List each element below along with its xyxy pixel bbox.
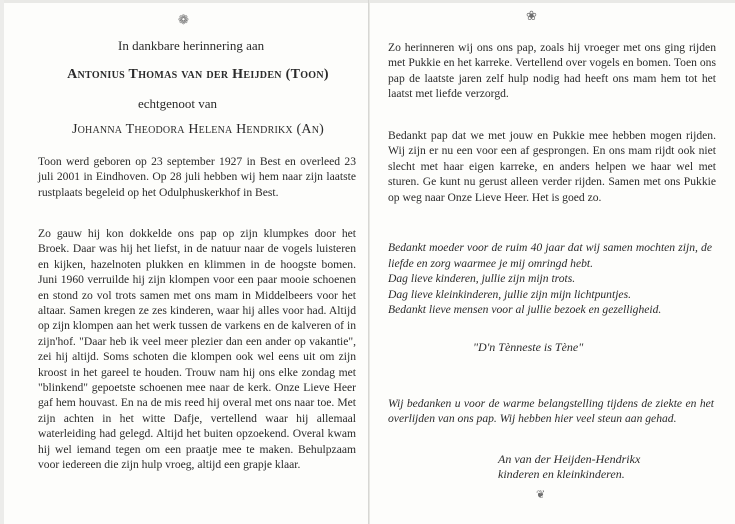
farewell-lines [388, 240, 712, 318]
thanks-pap-paragraph: Bedankt pap dat we met jouw en Pukkie mee hebben mogen rijden. Wij zijn er nu een voor een af gesprongen. En ons mam rijdt ook niet slecht met haar eigen karreke, en anders helpen we haar wel met sturen. Ge kunt nu gerust alleen verder rijden. Samen met ons Pukkie op weg naar Onze Lieve Heer. Het is goed zo. [388, 129, 716, 204]
ornament-icon: ❀ [526, 8, 537, 23]
dedication: In dankbare herinnering aan [118, 38, 265, 53]
signature [498, 452, 640, 483]
deceased-name: Antonius Thomas van der Heijden (Toon) [67, 67, 329, 82]
signature-line: kinderen en kleinkinderen. [498, 467, 625, 482]
memory-paragraph: Zo herinneren wij ons ons pap, zoals hij vroeger met ons ging rijden met Pukkie en het karreke. Vertellend over vogels en bomen. Toen ons pap de laatste jaren zelf hulp nodig had heeft ons mam hem tot het laatst met liefde verzorgd. [388, 41, 716, 101]
farewell-line: Bedankt lieve mensen voor al jullie bezoek en gezelligheid. [388, 303, 662, 317]
right-page [388, 0, 718, 524]
spouse-label: echtgenoot van [138, 96, 218, 111]
spouse-name: Johanna Theodora Helena Hendrikx (An) [71, 122, 324, 137]
card-fold [368, 0, 370, 524]
closing-paragraph: Wij bedanken u voor de warme belangstelling tijdens de ziekte en het overlijden van ons pap. Wij hebben hier veel steun aan gehad. [388, 397, 714, 426]
farewell-line: Bedankt moeder voor de ruim 40 jaar dat wij samen mochten zijn, de liefde en zorg waarmee je mij omringd hebt. [388, 241, 712, 270]
birth-death-paragraph: Toon werd geboren op 23 september 1927 in Best en overleed 23 juli 2001 in Eindhoven. Op 28 juli hebben wij hem naar zijn laatste rustplaats begeleid op het Odulphuskerkhof in Best. [38, 155, 356, 199]
card-left-edge [0, 0, 4, 524]
ornament-icon: ❦ [536, 489, 546, 501]
farewell-line: Dag lieve kinderen, jullie zijn mijn trots. [388, 272, 576, 286]
motto: "D'n Tènneste is Tène" [473, 340, 584, 354]
farewell-line: Dag lieve kleinkinderen, jullie zijn mijn lichtpuntjes. [388, 287, 631, 301]
life-story-paragraph: Zo gauw hij kon dokkelde ons pap op zijn klumpkes door het Broek. Daar was hij het liefst, in de natuur naar de vogels luisteren en kijken, hazelnoten plukken en klimmen in de hoogste bomen. Juni 1960 verruilde hij zijn klompen voor een paar mooie schoenen en stond zo vol trots samen met ons mam in Middelbeers voor het altaar. Samen kregen ze zes kinderen, waar hij alles voor had. Altijd op zijn klompen aan het werk tussen de varkens en de kalveren of in zijn'hof. "Daar heb ik veel meer plezier dan een ander op vakantie", zei hij altijd. Soms schoten die klompen ook wel eens uit om zijn kroost in het gareel te houden. Trouw nam hij ons elke zondag met "blinkend" gepoetste schoenen mee naar de kerk. Onze Lieve Heer gaf hem houvast. En na de mis reed hij overal met ons naar toe. Met zijn achten in het witte Dafje, vertellend waar hij allemaal waterleiding had gelegd. Altijd het buiten opzoekend. Overal kwam hij wel iemand tegen om een praatje mee te maken. Behulpzaam voor iedereen die zijn hulp vroeg, altijd een grapje klaar. [38, 227, 356, 472]
left-page [38, 0, 358, 524]
ornament-icon: ❁ [178, 12, 189, 27]
signature-line: An van der Heijden-Hendrikx [498, 452, 641, 466]
